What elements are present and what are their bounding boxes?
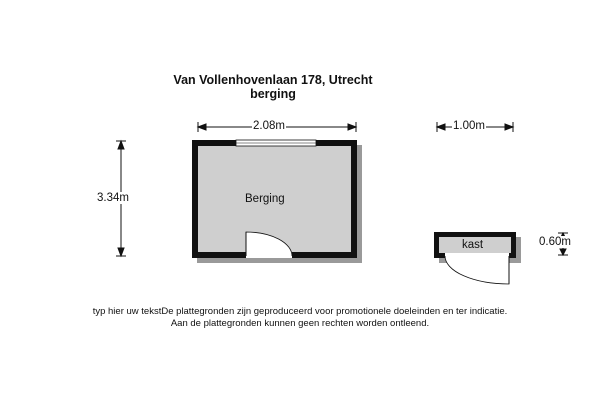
- footer-disclaimer-line2: Aan de plattegronden kunnen geen rechten worden ontleend.: [170, 318, 430, 329]
- room-label-berging: Berging: [245, 193, 285, 205]
- footer-disclaimer-line1: typ hier uw tekstDe plattegronden zijn geproduceerd voor promotionele doeleinden en ter indicatie.: [92, 306, 508, 317]
- room-label-kast: kast: [462, 239, 484, 251]
- plan-floor-name: berging: [250, 87, 296, 101]
- label-berging-depth: 3.34m: [97, 192, 129, 204]
- label-kast-depth: 0.60m: [539, 236, 571, 248]
- door-kast: [445, 253, 509, 284]
- label-kast-width: 1.00m: [453, 120, 485, 132]
- label-berging-width: 2.08m: [253, 120, 285, 132]
- plan-address: Van Vollenhovenlaan 178, Utrecht: [173, 73, 373, 87]
- window-berging: [236, 140, 316, 146]
